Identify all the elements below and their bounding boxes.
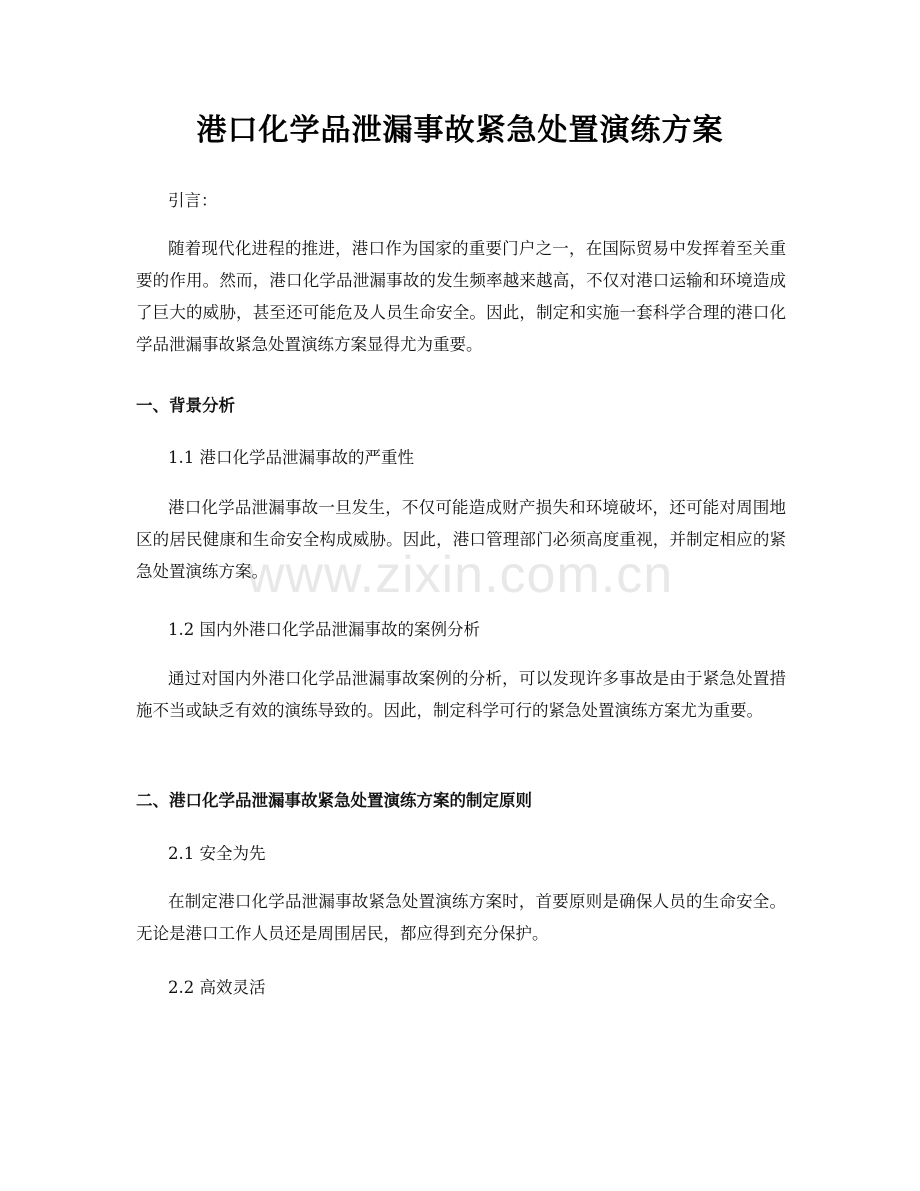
subsection-2-1-title: 2.1 安全为先 xyxy=(168,844,266,863)
section-1-heading: 一、背景分析 xyxy=(136,396,235,415)
intro-label: 引言： xyxy=(168,191,218,210)
subsection-2-2-title: 2.2 高效灵活 xyxy=(168,978,266,997)
subsection-1-2-paragraph: 通过对国内外港口化学品泄漏事故案例的分析，可以发现许多事故是由于紧急处置措施不当或缺乏有效的演练导致的。因此，制定科学可行的紧急处置演练方案尤为重要。 xyxy=(136,669,786,720)
subsection-2-1-paragraph: 在制定港口化学品泄漏事故紧急处置演练方案时，首要原则是确保人员的生命安全。无论是港口工作人员还是周围居民，都应得到充分保护。 xyxy=(136,892,786,943)
subsection-1-2-title: 1.2 国内外港口化学品泄漏事故的案例分析 xyxy=(168,620,480,639)
subsection-1-1-paragraph: 港口化学品泄漏事故一旦发生，不仅可能造成财产损失和环境破坏，还可能对周围地区的居民健康和生命安全构成威胁。因此，港口管理部门必须高度重视，并制定相应的紧急处置演练方案。 xyxy=(136,498,786,581)
document-title: 港口化学品泄漏事故紧急处置演练方案 xyxy=(196,113,724,148)
intro-paragraph: 随着现代化进程的推进，港口作为国家的重要门户之一，在国际贸易中发挥着至关重要的作用。然而，港口化学品泄漏事故的发生频率越来越高，不仅对港口运输和环境造成了巨大的威胁，甚至还可能危及人员生命安全。因此，制定和实施一套科学合理的港口化学品泄漏事故紧急处置演练方案显得尤为重要。 xyxy=(136,239,786,354)
section-2-heading: 二、港口化学品泄漏事故紧急处置演练方案的制定原则 xyxy=(136,791,532,810)
watermark: www.zixin.com.cn xyxy=(246,546,674,604)
subsection-1-1-title: 1.1 港口化学品泄漏事故的严重性 xyxy=(168,448,414,467)
